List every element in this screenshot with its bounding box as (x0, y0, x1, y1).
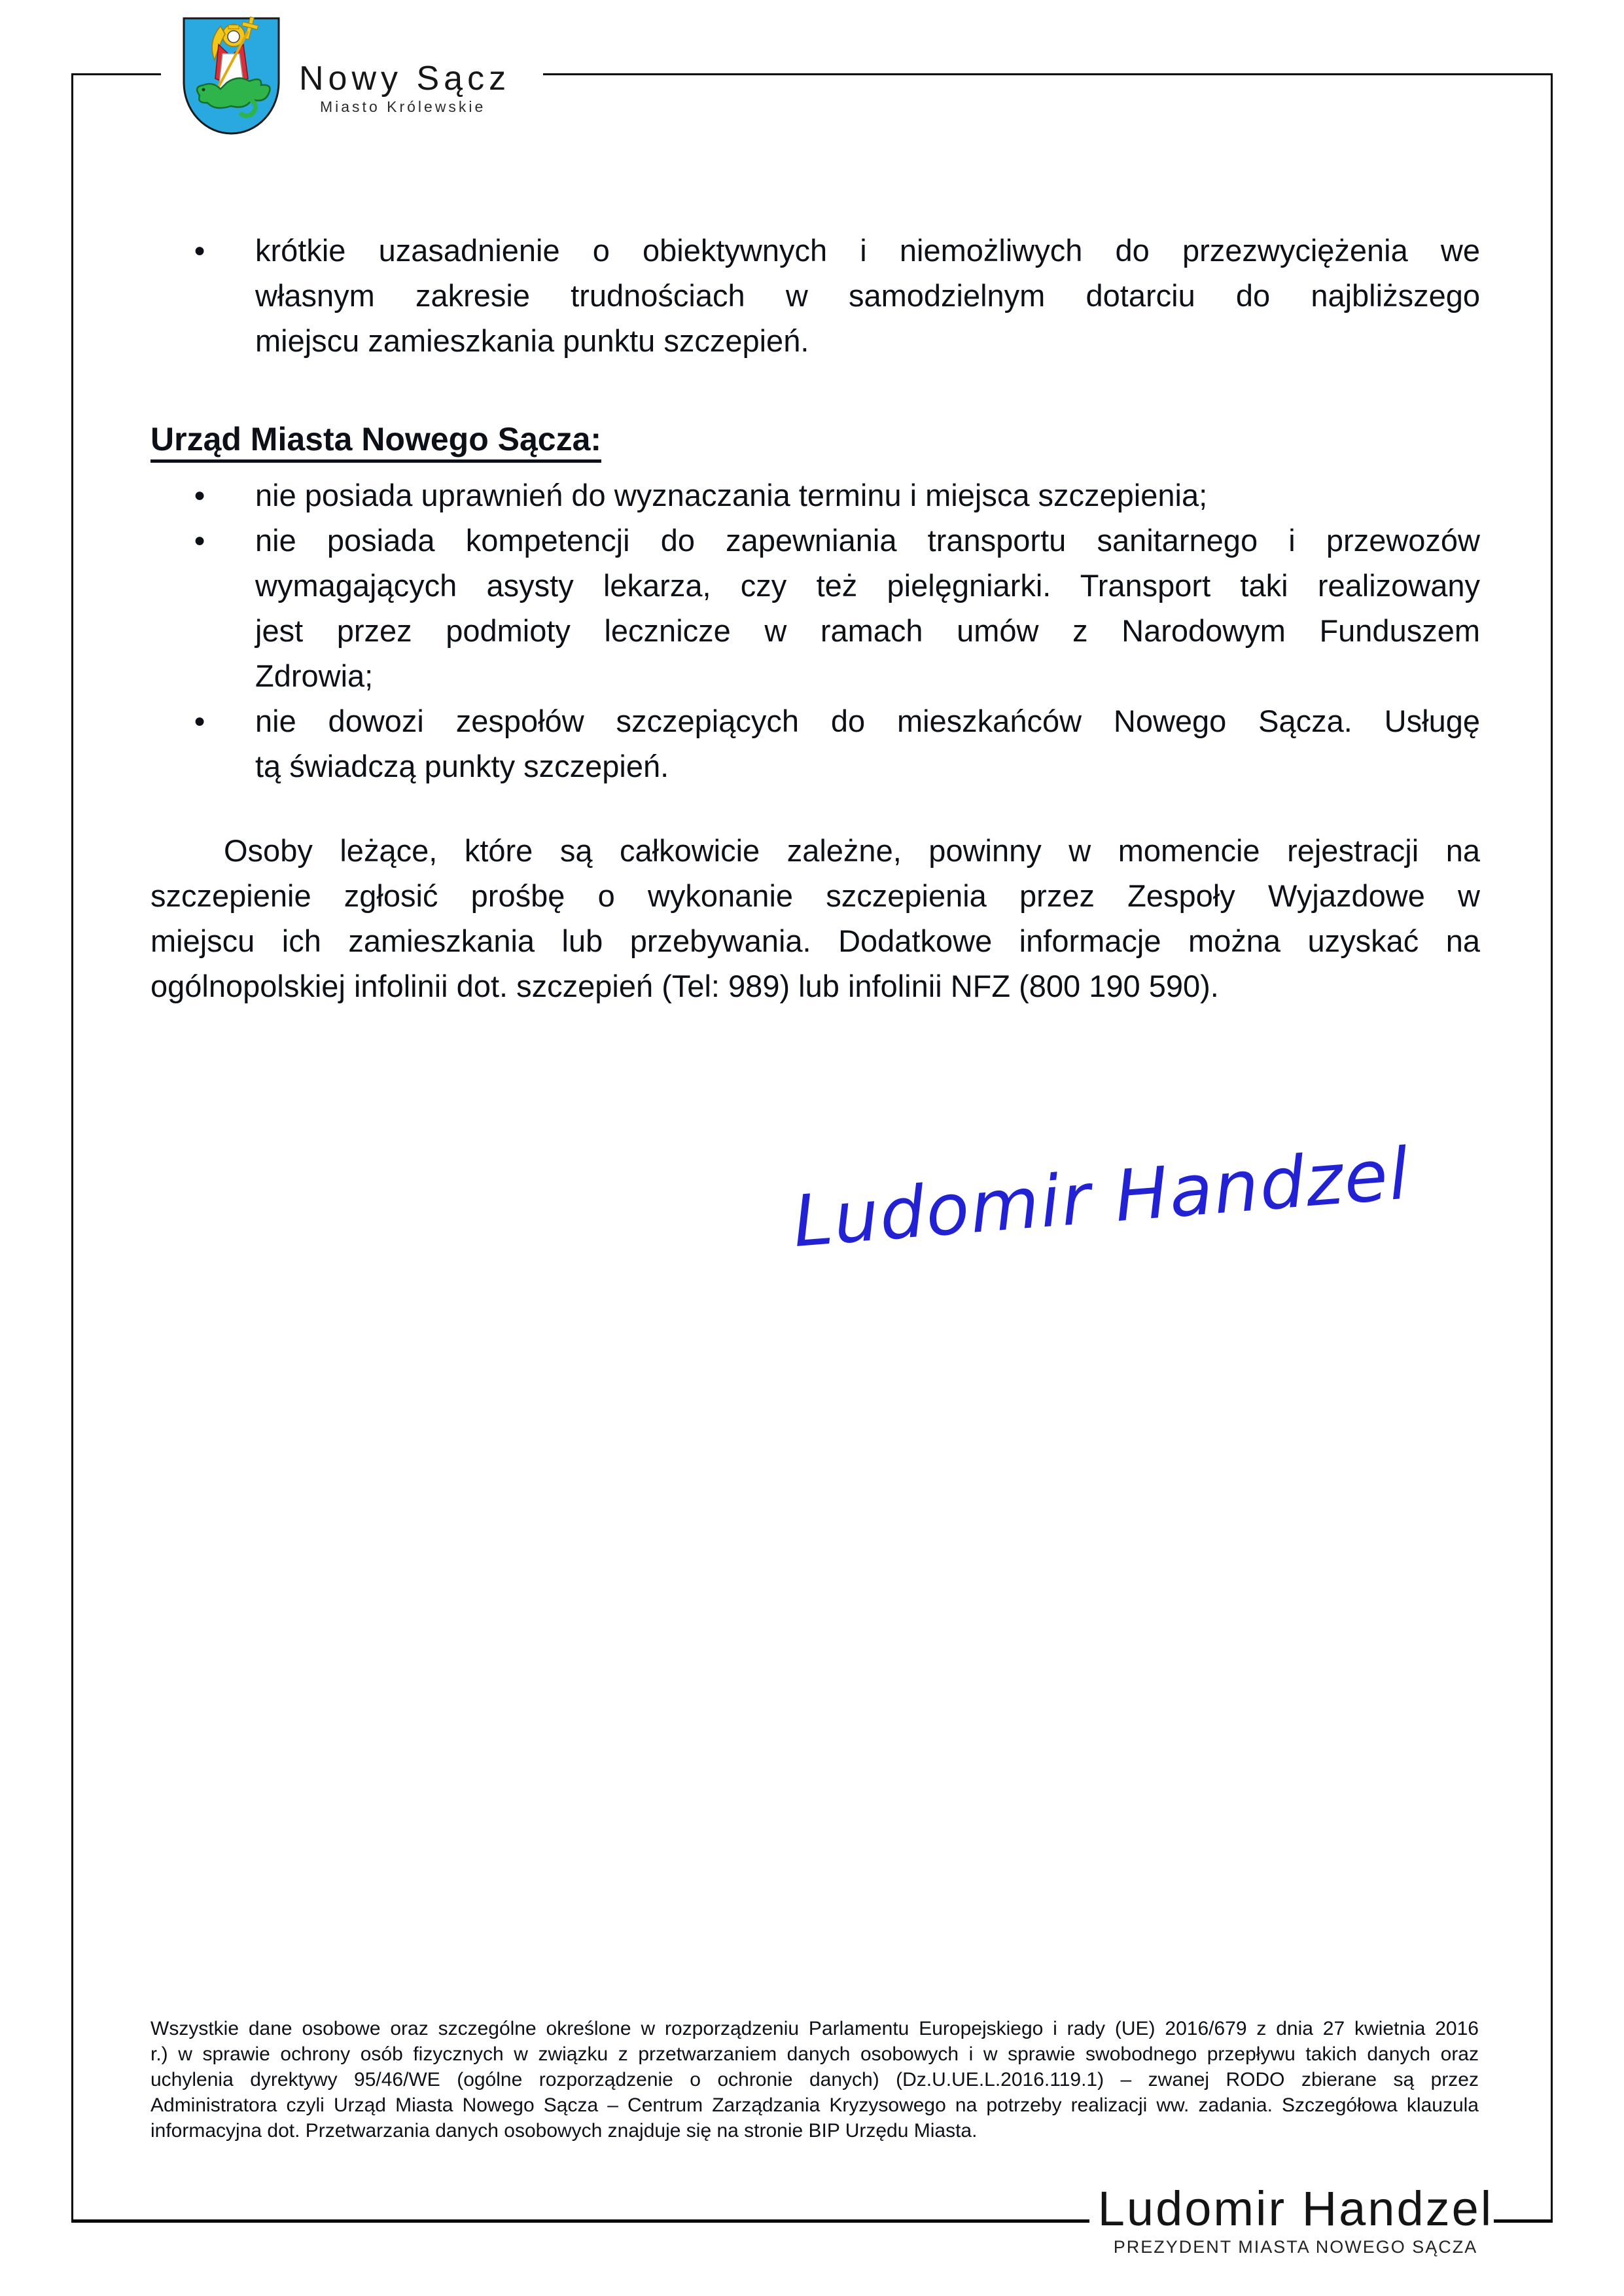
bullet-dot: ● (194, 484, 206, 506)
office-bullet-list (150, 473, 1480, 789)
frame-top-right-segment (543, 73, 1553, 75)
text-line: informacyjna dot. Przetwarzania danych osobowych znajduje się na stronie BIP Urzędu Miasta. (150, 2120, 978, 2142)
office-bullet-text (255, 698, 1480, 789)
bullet-dot: ● (194, 710, 206, 732)
city-crest-icon (181, 16, 281, 136)
city-name: Nowy Sącz (299, 60, 511, 98)
frame-bottom-left-segment (71, 2219, 1089, 2223)
text-line: nie posiada kompetencji do zapewniania transportu sanitarnego i przewozów (255, 523, 1480, 558)
text-line: wymagających asysty lekarza, czy też pielęgniarki. Transport taki realizowany (255, 568, 1480, 603)
office-bullet-item (150, 698, 1480, 789)
signer-block (1083, 2181, 1508, 2257)
rodo-legal-clause (150, 2016, 1479, 2144)
signer-name: Ludomir Handzel (1097, 2181, 1494, 2236)
office-bullet-item (150, 473, 1480, 518)
handwritten-signature: Ludomir Handzel (790, 1133, 1413, 1263)
letter-body (150, 228, 1480, 1009)
bullet-dot: ● (194, 529, 206, 551)
text-line: Wszystkie dane osobowe oraz szczególne określone w rozporządzeniu Parlamentu Europejskiego i rady (UE) 2016/679 z dnia 27 kwietnia 2016 (150, 2018, 1479, 2039)
text-line: r.) w sprawie ochrony osób fizycznych w związku z przetwarzaniem danych osobowych i w sprawie swobodnego przepływu takich danych oraz (150, 2043, 1479, 2065)
signer-title: PREZYDENT MIASTA NOWEGO SĄCZA (1113, 2237, 1478, 2257)
text-line: jest przez podmioty lecznicze w ramach umów z Narodowym Funduszem (255, 613, 1480, 648)
text-line: krótkie uzasadnienie o obiektywnych i niemożliwych do przezwyciężenia we (255, 233, 1480, 268)
frame-left-border (71, 73, 73, 2223)
frame-right-border (1551, 73, 1553, 2223)
text-line: miejscu ich zamieszkania lub przebywania. Dodatkowe informacje można uzyskać na (150, 924, 1480, 958)
intro-bullet-text (255, 228, 1480, 363)
frame-top-left-segment (71, 73, 161, 75)
office-bullet-text (255, 518, 1480, 698)
office-bullet-text (255, 473, 1480, 518)
text-line: miejscu zamieszkania punktu szczepień. (255, 323, 809, 358)
closing-paragraph (150, 828, 1480, 1009)
text-line: tą świadczą punkty szczepień. (255, 749, 669, 783)
section-heading: Urząd Miasta Nowego Sącza: (150, 419, 1480, 459)
text-line: własnym zakresie trudnościach w samodzielnym dotarciu do najbliższego (255, 278, 1480, 313)
text-line: nie dowozi zespołów szczepiących do mieszkańców Nowego Sącza. Usługę (255, 704, 1480, 738)
text-line: szczepienie zgłosić prośbę o wykonanie szczepienia przez Zespoły Wyjazdowe w (150, 878, 1480, 913)
text-line: ogólnopolskiej infolinii dot. szczepień (Tel: 989) lub infolinii NFZ (800 190 590). (150, 969, 1219, 1003)
city-subtitle: Miasto Królewskie (320, 98, 486, 115)
bullet-dot: ● (194, 240, 206, 261)
text-line: nie posiada uprawnień do wyznaczania terminu i miejsca szczepienia; (255, 478, 1208, 512)
text-line: Zdrowia; (255, 658, 374, 693)
text-line: Administratora czyli Urząd Miasta Nowego Sącza – Centrum Zarządzania Kryzysowego na potrzeby realizacji ww. zadania. Szczegółowa klauzula (150, 2094, 1479, 2116)
intro-bullet-item (150, 228, 1480, 363)
office-bullet-item (150, 518, 1480, 698)
text-line: Osoby leżące, które są całkowicie zależne, powinny w momencie rejestracji na (224, 833, 1480, 868)
text-line: uchylenia dyrektywy 95/46/WE (ogólne rozporządzenie o ochronie danych) (Dz.U.UE.L.2016.119.1) – zwanej RODO zbierane są przez (150, 2069, 1479, 2090)
